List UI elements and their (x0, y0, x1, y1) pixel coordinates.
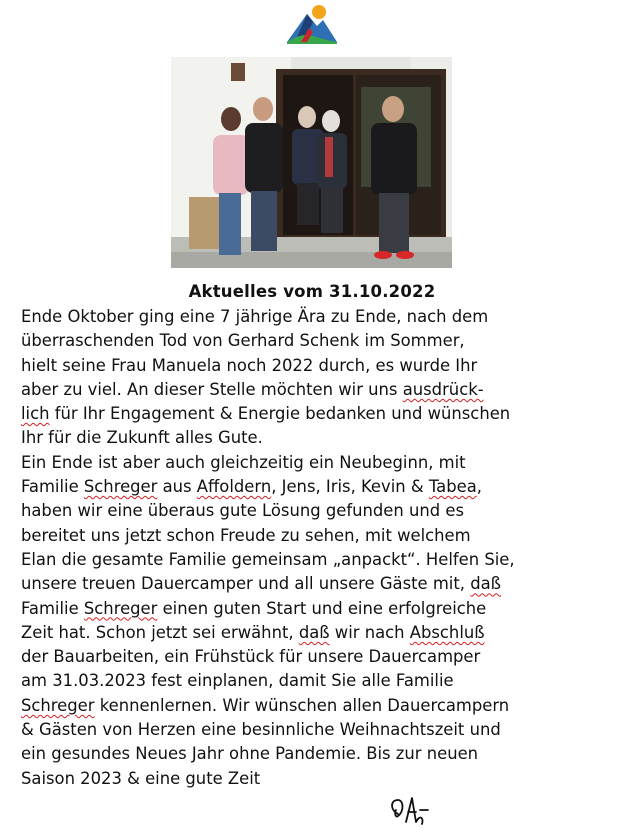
article-line (21, 426, 621, 450)
article-line (21, 402, 621, 426)
article-line (21, 451, 621, 475)
text-segment: Saison 2023 & eine gute Zeit (21, 768, 261, 788)
article-line (21, 572, 621, 596)
sun-shape (312, 5, 326, 19)
group-photo-image (171, 57, 452, 268)
article-line (21, 669, 621, 693)
spellcheck-flagged-word: Tabea (428, 477, 477, 497)
article-line (21, 475, 621, 499)
text-segment: kennenlernen. Wir wünschen allen Dauercampern (94, 695, 510, 715)
article-line (21, 378, 621, 402)
text-segment: haben wir eine überaus gute Lösung gefunden und es (21, 501, 464, 521)
article-line (21, 329, 621, 353)
article-body (21, 305, 621, 791)
text-segment: ein gesundes Neues Jahr ohne Pandemie. Bis zur neuen (21, 744, 479, 764)
text-segment: für Ihr Engagement & Energie bedanken und wünschen (49, 404, 511, 424)
text-segment: , (476, 477, 482, 497)
text-segment: unsere treuen Dauercamper und all unsere Gäste mit, (21, 574, 471, 594)
text-segment: aber zu viel. An dieser Stelle möchten wir uns (21, 379, 403, 399)
spellcheck-flagged-word: daß (298, 622, 330, 642)
article-line (21, 621, 621, 645)
article-line (21, 305, 621, 329)
article-line (21, 548, 621, 572)
text-segment: am 31.03.2023 fest einplanen, damit Sie alle Familie (21, 671, 454, 691)
text-segment: Zeit hat. Schon jetzt sei erwähnt, (21, 622, 299, 642)
text-segment: Familie (21, 598, 84, 618)
text-segment: Ende Oktober ging eine 7 jährige Ära zu Ende, nach dem (21, 307, 489, 326)
text-segment: überraschenden Tod von Gerhard Schenk im Sommer, (21, 331, 465, 351)
article-headline: Aktuelles vom 31.10.2022 (188, 282, 436, 301)
spellcheck-flagged-word: Schreger (83, 477, 158, 497)
article-line (21, 524, 621, 548)
text-segment: Ihr für die Zukunft alles Gute. (21, 428, 263, 448)
text-segment: hielt seine Frau Manuela noch 2022 durch, es wurde Ihr (21, 355, 478, 375)
article-line (21, 742, 621, 766)
article-line (21, 718, 621, 742)
signature-icon (386, 792, 434, 832)
mountain-sun-icon (283, 2, 339, 48)
text-segment: , Jens, Iris, Kevin & (271, 477, 429, 497)
text-segment: & Gästen von Herzen eine besinnliche Weihnachtszeit und (21, 720, 501, 740)
spellcheck-flagged-word: daß (470, 574, 501, 594)
text-segment: Ein Ende ist aber auch gleichzeitig ein Neubeginn, mit (21, 452, 466, 472)
spellcheck-flagged-word: Abschluß (409, 622, 485, 642)
article-line (21, 645, 621, 669)
article-line (21, 767, 621, 791)
article-line (21, 499, 621, 523)
spellcheck-flagged-word: Schreger (83, 598, 158, 618)
mountain-sun-logo (283, 2, 339, 48)
text-segment: bereitet uns jetzt schon Freude zu sehen, mit welchem (21, 525, 471, 545)
group-photo (171, 57, 452, 268)
article-line (21, 694, 621, 718)
handwritten-signature (386, 792, 434, 832)
spellcheck-flagged-word: ausdrück- (402, 379, 484, 399)
spellcheck-flagged-word: lich (21, 404, 50, 424)
spellcheck-flagged-word: Schreger (21, 695, 95, 715)
text-segment: einen guten Start und eine erfolgreiche (157, 598, 487, 618)
text-segment: aus (157, 477, 197, 497)
text-segment: der Bauarbeiten, ein Frühstück für unsere Dauercamper (21, 647, 481, 667)
spellcheck-flagged-word: Affoldern (196, 477, 272, 497)
article-line (21, 597, 621, 621)
text-segment: Elan die gesamte Familie gemeinsam „anpackt“. Helfen Sie, (21, 549, 515, 569)
text-segment: Familie (21, 477, 84, 497)
article-line (21, 354, 621, 378)
text-segment: wir nach (329, 622, 410, 642)
